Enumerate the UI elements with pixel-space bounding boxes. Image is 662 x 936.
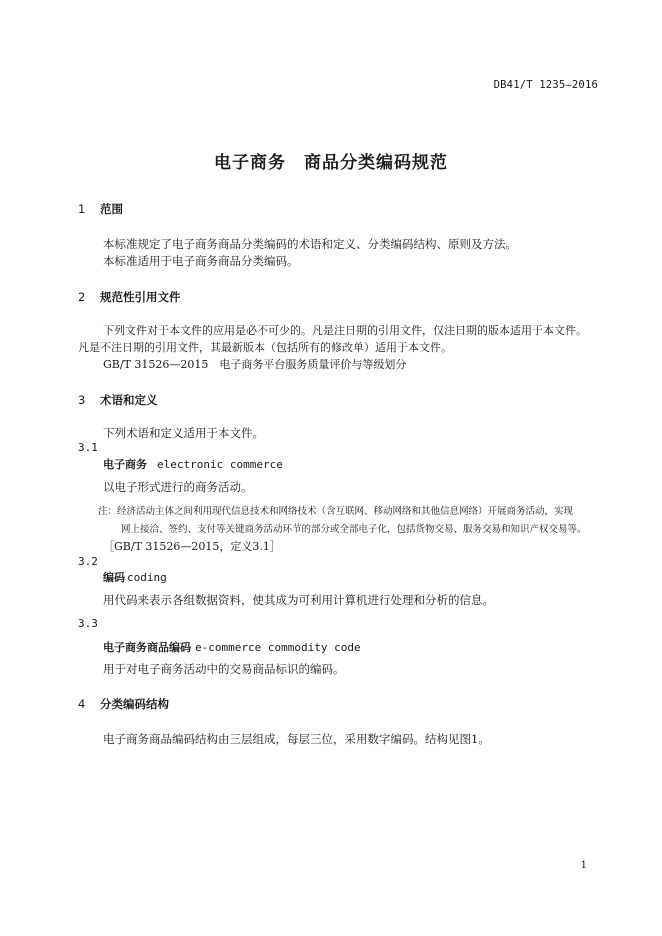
structure-paragraph: 电子商务商品编码结构由三层组成，每层三位，采用数字编码。结构见图1。 [103, 732, 490, 746]
term-en: coding [127, 571, 167, 584]
term-3-1-note-line-1: 注：经济活动主体之间利用现代信息技术和网络技术（含互联网、移动网络和其他信息网络）开展商务活动，实现 [98, 506, 574, 517]
document-code: DB41/T 1235—2016 [493, 79, 598, 91]
term-3-1-source: ［GB/T 31526—2015，定义3.1］ [103, 540, 281, 553]
section-1-heading [78, 201, 123, 217]
term-3-1-heading [103, 456, 283, 472]
section-number: 2 [78, 290, 86, 304]
section-number: 3 [78, 393, 86, 407]
term-en: e-commerce commodity code [195, 641, 361, 654]
section-4-heading [78, 696, 169, 712]
scope-paragraph-2: 本标准适用于电子商务商品分类编码。 [103, 254, 299, 268]
term-3-2-heading [103, 569, 167, 585]
term-zh: 编码 [103, 571, 125, 584]
section-number: 1 [78, 202, 86, 216]
section-title: 规范性引用文件 [100, 290, 181, 304]
term-en: electronic commerce [157, 458, 283, 471]
page-number: 1 [580, 860, 587, 871]
normative-reference: GB/T 31526—2015 电子商务平台服务质量评价与等级划分 [103, 358, 407, 371]
term-3-1-note-line-2: 网上接洽、签约、支付等关键商务活动环节的部分或全部电子化，包括货物交易、服务交易和知识产权交易等。 [121, 524, 587, 535]
normative-paragraph-line-1: 下列文件对于本文件的应用是必不可少的。凡是注日期的引用文件，仅注日期的版本适用于本文件。 [103, 324, 587, 337]
terms-intro: 下列术语和定义适用于本文件。 [103, 426, 264, 440]
term-3-3-heading [103, 639, 361, 655]
term-3-1-definition: 以电子形式进行的商务活动。 [103, 480, 253, 494]
term-zh: 电子商务 [103, 458, 147, 471]
section-number: 4 [78, 697, 86, 711]
normative-paragraph-line-2: 凡是不注日期的引用文件，其最新版本（包括所有的修改单）适用于本文件。 [78, 341, 452, 354]
term-3-2-number: 3.2 [78, 555, 98, 568]
term-3-3-definition: 用于对电子商务活动中的交易商品标识的编码。 [103, 662, 345, 676]
term-zh: 电子商务商品编码 [103, 641, 191, 654]
term-3-1-number: 3.1 [78, 441, 98, 454]
section-3-heading [78, 392, 158, 408]
section-title: 术语和定义 [100, 393, 158, 407]
scope-paragraph-1: 本标准规定了电子商务商品分类编码的术语和定义、分类编码结构、原则及方法。 [103, 237, 517, 251]
section-title: 分类编码结构 [100, 697, 169, 711]
term-3-2-definition: 用代码来表示各组数据资料，使其成为可利用计算机进行处理和分析的信息。 [103, 593, 494, 607]
document-title: 电子商务 商品分类编码规范 [214, 153, 448, 173]
term-3-3-number: 3.3 [78, 617, 98, 630]
section-2-heading [78, 289, 181, 305]
section-title: 范围 [100, 202, 123, 216]
